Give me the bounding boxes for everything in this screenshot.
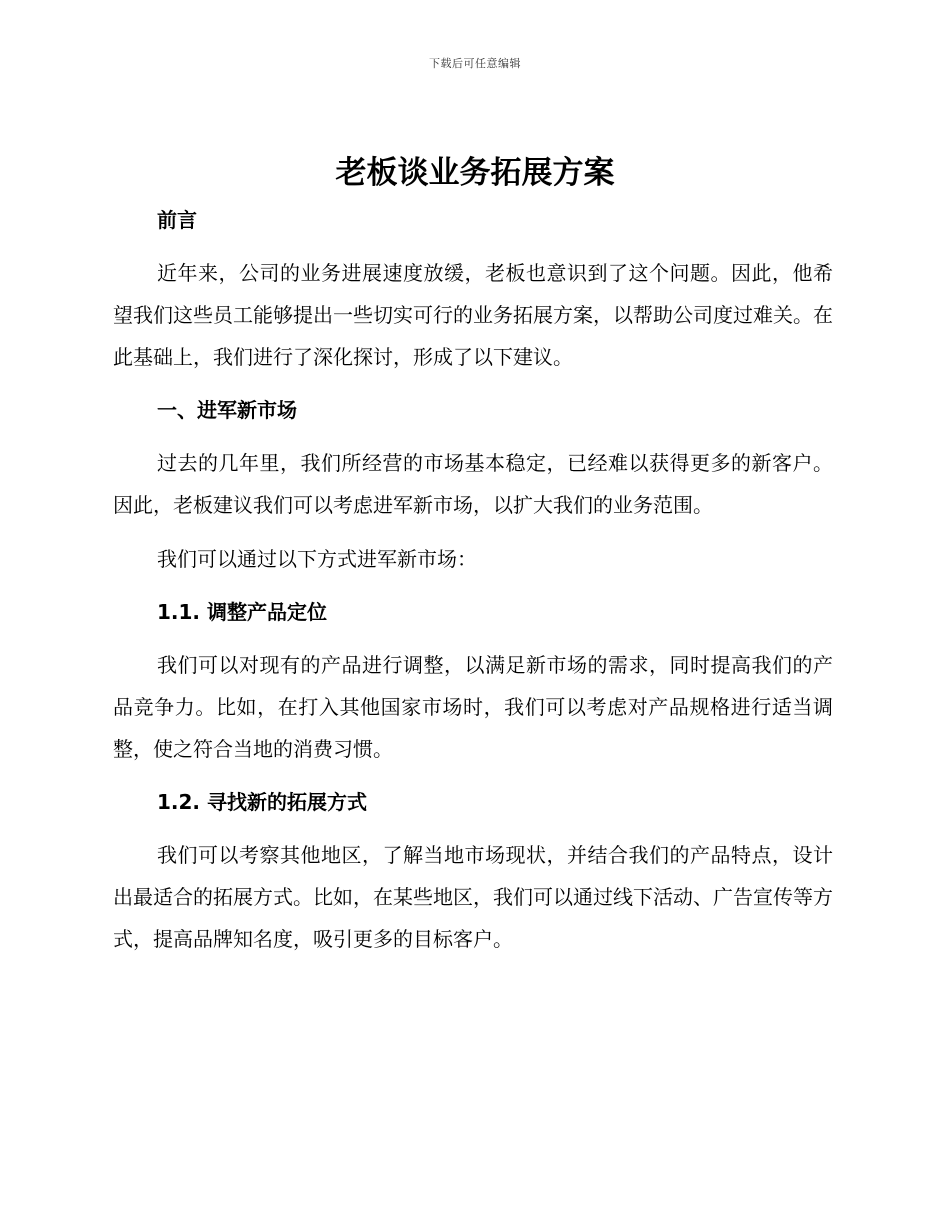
heading-preface: 前言 xyxy=(157,208,197,232)
paragraph-new-market-1: 过去的几年里，我们所经营的市场基本稳定，已经难以获得更多的新客户。因此，老板建议我们可以考虑进军新市场，以扩大我们的业务范围。 xyxy=(113,451,833,517)
header-note: 下载后可任意编辑 xyxy=(429,57,521,70)
document-title: 老板谈业务拓展方案 xyxy=(335,155,615,191)
heading-new-market: 一、进军新市场 xyxy=(157,398,297,422)
heading-new-methods: 1.2. 寻找新的拓展方式 xyxy=(157,790,367,814)
paragraph-preface: 近年来，公司的业务进展速度放缓，老板也意识到了这个问题。因此，他希望我们这些员工能够提出一些切实可行的业务拓展方案，以帮助公司度过难关。在此基础上，我们进行了深化探讨，形成了以下建议。 xyxy=(113,261,833,369)
document-body xyxy=(113,200,833,960)
paragraph-new-market-2: 我们可以通过以下方式进军新市场： xyxy=(157,547,477,571)
paragraph-new-methods: 我们可以考察其他地区，了解当地市场现状，并结合我们的产品特点，设计出最适合的拓展方式。比如，在某些地区，我们可以通过线下活动、广告宣传等方式，提高品牌知名度，吸引更多的目标客户。 xyxy=(113,843,833,951)
paragraph-adjust-positioning: 我们可以对现有的产品进行调整，以满足新市场的需求，同时提高我们的产品竞争力。比如，在打入其他国家市场时，我们可以考虑对产品规格进行适当调整，使之符合当地的消费习惯。 xyxy=(113,653,833,761)
heading-adjust-positioning: 1.1. 调整产品定位 xyxy=(157,600,327,624)
